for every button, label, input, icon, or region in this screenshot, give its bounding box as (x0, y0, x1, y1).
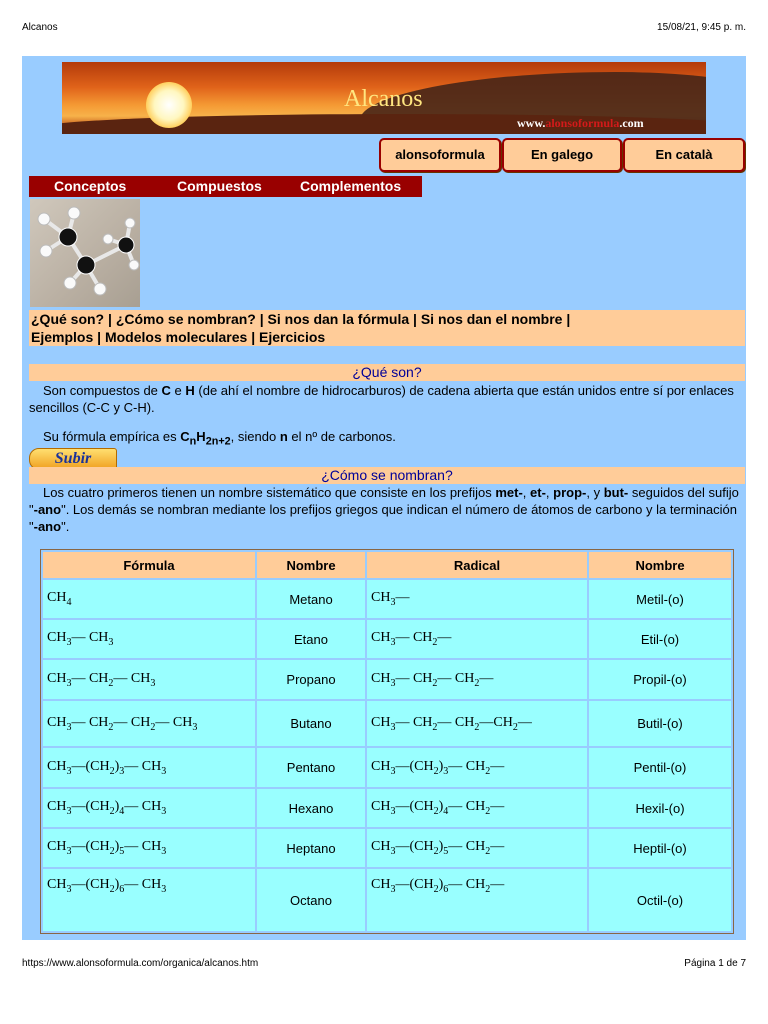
nav-modelos[interactable]: Modelos moleculares (104, 329, 248, 345)
formula-paragraph: Su fórmula empírica es $C_nH_{2n+2}$, siendo n el nº de carbonos. (43, 429, 396, 448)
print-page-number: Página 1 de 7 (684, 958, 746, 969)
table-row (43, 580, 731, 618)
banner-url-brand: alonsoformula (545, 116, 620, 130)
menu-conceptos[interactable]: Conceptos (54, 178, 127, 194)
nav-ejemplos[interactable]: Ejemplos (31, 329, 94, 345)
formula-cell: $CH_3—$ $CH_2—$ $CH_3$ (43, 660, 255, 699)
table-header-row (43, 552, 731, 578)
formula-cell: $CH_3—(CH_2)_5—$ $CH_3$ (43, 829, 255, 867)
radical-cell: $CH_3—(CH_2)_5—$ $CH_2—$ (367, 829, 587, 867)
galego-button[interactable]: En galego (502, 138, 622, 172)
radical-name-cell: Pentil-(o) (589, 748, 731, 787)
nombran-paragraph: Los cuatro primeros tienen un nombre sistemático que consiste en los prefijos met-, et-, prop-, y but- seguidos del sufijo "-ano". Los demás se nombran mediante los prefijos griegos que indican el número de átomos de carbono y la terminación "-ano". (29, 485, 739, 534)
print-title: Alcanos (22, 22, 58, 33)
formula-cell: $CH_3—(CH_2)_4—$ $CH_3$ (43, 789, 255, 827)
formula-cell: $CH_3—$ $CH_3$ (43, 620, 255, 658)
table-row (43, 620, 731, 658)
section-nav-row-2: Ejemplos | Modelos moleculares | Ejercicios (31, 329, 326, 345)
banner (62, 62, 706, 134)
print-header (22, 22, 746, 36)
radical-name-cell: Metil-(o) (589, 580, 731, 618)
print-url: https://www.alonsoformula.com/organica/alcanos.htm (22, 958, 259, 969)
subir-button[interactable]: Subir (29, 448, 117, 470)
nav-como-se-nombran[interactable]: ¿Cómo se nombran? (115, 311, 256, 327)
molecule-image (30, 199, 140, 307)
table-row (43, 748, 731, 787)
print-footer (22, 958, 746, 972)
banner-url-suffix: .com (619, 116, 644, 130)
print-datetime: 15/08/21, 9:45 p. m. (657, 22, 746, 33)
radical-cell: $CH_3—$ (367, 580, 587, 618)
banner-url-prefix: www. (517, 116, 546, 130)
alonsoformula-button[interactable]: alonsoformula (379, 138, 501, 172)
radical-cell: $CH_3—$ $CH_2—$ $CH_2—CH_2—$ (367, 701, 587, 746)
banner-url (517, 116, 644, 131)
table-row (43, 701, 731, 746)
header-nombre-radical: Nombre (589, 552, 731, 578)
radical-name-cell: Octil-(o) (589, 869, 731, 931)
section-title-que-son: ¿Qué son? (29, 364, 745, 381)
name-cell: Propano (257, 660, 365, 699)
formula-cell: $CH_3—(CH_2)_6—$ $CH_3$ (43, 869, 255, 931)
table-row (43, 789, 731, 827)
radical-cell: $CH_3—$ $CH_2—$ $CH_2—$ (367, 660, 587, 699)
header-nombre: Nombre (257, 552, 365, 578)
name-cell: Hexano (257, 789, 365, 827)
radical-name-cell: Propil-(o) (589, 660, 731, 699)
nav-si-nombre[interactable]: Si nos dan el nombre (420, 311, 563, 327)
radical-cell: $CH_3—$ $CH_2—$ (367, 620, 587, 658)
nav-si-formula[interactable]: Si nos dan la fórmula (267, 311, 410, 327)
name-cell: Butano (257, 701, 365, 746)
main-menu (29, 176, 422, 197)
formula-cell: $CH_3—$ $CH_2—$ $CH_2—$ $CH_3$ (43, 701, 255, 746)
radical-name-cell: Etil-(o) (589, 620, 731, 658)
sun-icon (146, 82, 192, 128)
table-row (43, 869, 731, 931)
header-radical: Radical (367, 552, 587, 578)
radical-cell: $CH_3—(CH_2)_4—$ $CH_2—$ (367, 789, 587, 827)
section-title-como-se-nombran: ¿Cómo se nombran? (29, 467, 745, 484)
name-cell: Etano (257, 620, 365, 658)
section-nav (29, 310, 745, 346)
formula-cell: $CH_4$ (43, 580, 255, 618)
formula-cell: $CH_3—(CH_2)_3—$ $CH_3$ (43, 748, 255, 787)
nav-ejercicios[interactable]: Ejercicios (259, 329, 326, 345)
table-row (43, 660, 731, 699)
alkanes-table (40, 549, 734, 934)
radical-name-cell: Butil-(o) (589, 701, 731, 746)
page-content (22, 56, 746, 940)
radical-cell: $CH_3—(CH_2)_3—$ $CH_2—$ (367, 748, 587, 787)
nav-que-son[interactable]: ¿Qué son? (31, 311, 105, 327)
radical-cell: $CH_3—(CH_2)_6—$ $CH_2—$ (367, 869, 587, 931)
table-row (43, 829, 731, 867)
name-cell: Octano (257, 869, 365, 931)
section-nav-row-1: ¿Qué son? | ¿Cómo se nombran? | Si nos dan la fórmula | Si nos dan el nombre | (31, 311, 571, 327)
name-cell: Pentano (257, 748, 365, 787)
name-cell: Heptano (257, 829, 365, 867)
name-cell: Metano (257, 580, 365, 618)
header-formula: Fórmula (43, 552, 255, 578)
radical-name-cell: Hexil-(o) (589, 789, 731, 827)
menu-compuestos[interactable]: Compuestos (177, 178, 262, 194)
radical-name-cell: Heptil-(o) (589, 829, 731, 867)
empirical-formula: $C_nH_{2n+2}$ (180, 429, 231, 448)
que-son-paragraph: Son compuestos de C e H (de ahí el nombre de hidrocarburos) de cadena abierta que están unidos entre sí por enlaces sencillos (C-C y C-H). (29, 383, 734, 415)
catala-button[interactable]: En català (623, 138, 745, 172)
menu-complementos[interactable]: Complementos (300, 178, 402, 194)
banner-title: Alcanos (344, 86, 423, 112)
